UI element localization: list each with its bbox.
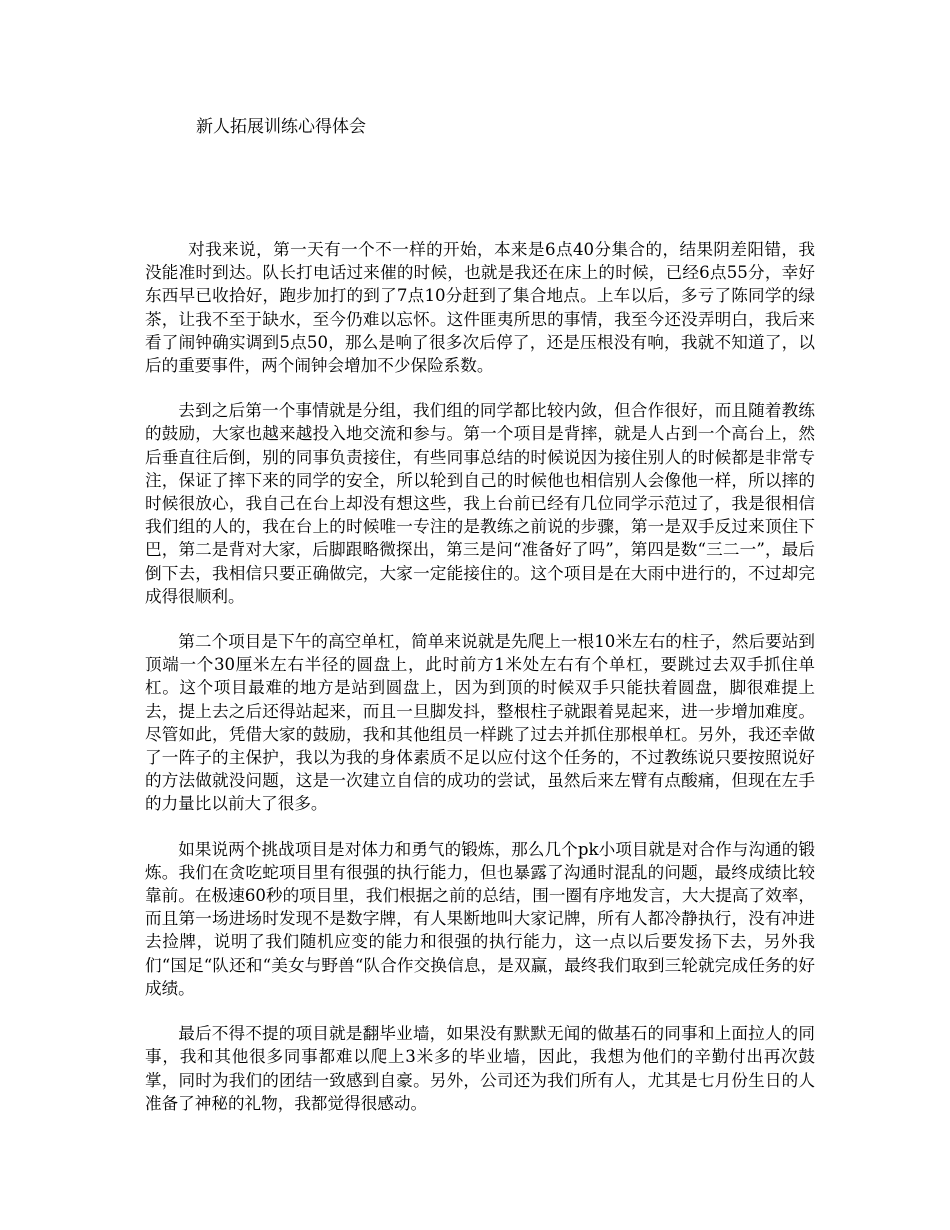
document-title: 新人拓展训练心得体会	[196, 117, 366, 137]
paragraph-5: 最后不得不提的项目就是翻毕业墙，如果没有默默无闻的做基石的同事和上面拉人的同事，我和其他很多同事都难以爬上3米多的毕业墙，因此，我想为他们的辛勤付出再次鼓掌，同时为我们的团结一致感到自豪。另外，公司还为我们所有人，尤其是七月份生日的人准备了神秘的礼物，我都觉得很感动。	[145, 1024, 815, 1113]
paragraph-1: 对我来说，第一天有一个不一样的开始，本来是6点40分集合的，结果阴差阳错，我没能准时到达。队长打电话过来催的时候，也就是我还在床上的时候，已经6点55分，幸好东西早已收拾好，跑步加打的到了7点10分赶到了集合地点。上车以后，多亏了陈同学的绿茶，让我不至于缺水，至今仍难以忘怀。这件匪夷所思的事情，我至今还没弄明白，我后来看了闹钟确实调到5点50，那么是响了很多次后停了，还是压根没有响，我就不知道了，以后的重要事件，两个闹钟会增加不少保险系数。	[145, 240, 815, 376]
paragraph-4: 如果说两个挑战项目是对体力和勇气的锻炼，那么几个pk小项目就是对合作与沟通的锻炼。我们在贪吃蛇项目里有很强的执行能力，但也暴露了沟通时混乱的问题，最终成绩比较靠前。在极速60秒的项目里，我们根据之前的总结，围一圈有序地发言，大大提高了效率，而且第一场进场时发现不是数字牌，有人果断地叫大家记牌，所有人都冷静执行，没有冲进去捡牌，说明了我们随机应变的能力和很强的执行能力，这一点以后要发扬下去，另外我们“国足“队还和“美女与野兽“队合作交换信息，是双赢，最终我们取到三轮就完成任务的好成绩。	[145, 839, 815, 998]
paragraph-2: 去到之后第一个事情就是分组，我们组的同学都比较内敛，但合作很好，而且随着教练的鼓励，大家也越来越投入地交流和参与。第一个项目是背摔，就是人占到一个高台上，然后垂直往后倒，别的同事负责接住，有些同事总结的时候说因为接住别人的时候都是非常专注，保证了摔下来的同学的安全，所以轮到自己的时候他也相信别人会像他一样，所以摔的时候很放心，我自己在台上却没有想这些，我上台前已经有几位同学示范过了，我是很相信我们组的人的，我在台上的时候唯一专注的是教练之前说的步骤，第一是双手反过来顶住下巴，第二是背对大家，后脚跟略微探出，第三是问“准备好了吗”，第四是数“三二一”，最后倒下去，我相信只要正确做完，大家一定能接住的。这个项目是在大雨中进行的，不过却完成得很顺利。	[145, 401, 815, 606]
paragraph-3: 第二个项目是下午的高空单杠，简单来说就是先爬上一根10米左右的柱子，然后要站到顶端一个30厘米左右半径的圆盘上，此时前方1米处左右有个单杠，要跳过去双手抓住单杠。这个项目最难的地方是站到圆盘上，因为到顶的时候双手只能扶着圆盘，脚很难提上去，提上去之后还得站起来，而且一旦脚发抖，整根柱子就跟着晃起来，进一步增加难度。尽管如此，凭借大家的鼓励，我和其他组员一样跳了过去并抓住那根单杠。另外，我还幸做了一阵子的主保护，我以为我的身体素质不足以应付这个任务的，不过教练说只要按照说好的方法做就没问题，这是一次建立自信的成功的尝试，虽然后来左臂有点酸痛，但现在左手的力量比以前大了很多。	[145, 632, 815, 814]
document-body	[145, 238, 815, 1137]
